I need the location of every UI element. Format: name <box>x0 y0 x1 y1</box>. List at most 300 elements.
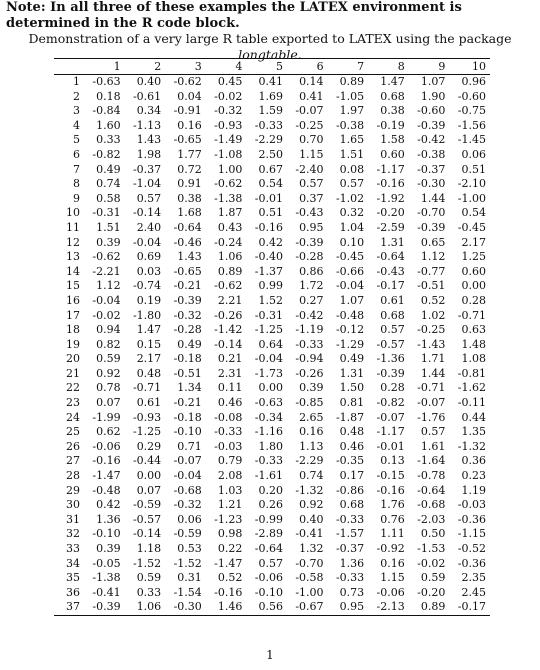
table-cell: 1.65 <box>339 133 365 147</box>
table-cell: -0.06 <box>92 439 121 453</box>
table-cell: 0.07 <box>96 396 121 410</box>
table-cell: -0.78 <box>417 469 446 483</box>
table-cell: 1.44 <box>420 191 446 205</box>
table-cell: -0.45 <box>457 220 486 234</box>
table-cell: 1.06 <box>217 250 243 264</box>
table-row <box>54 206 490 221</box>
table-cell: 1.50 <box>339 381 365 395</box>
table-cell: -0.71 <box>457 308 486 322</box>
table-cell: 0.38 <box>380 104 405 118</box>
table-cell: 2.08 <box>217 469 243 483</box>
table-cell: -0.41 <box>295 527 324 541</box>
table-cell: -0.61 <box>132 89 162 103</box>
table-cell: 0.08 <box>339 162 365 176</box>
column-header: 1 <box>113 60 121 73</box>
table-cell: 0.18 <box>96 89 121 103</box>
table-cell: -0.39 <box>295 235 324 249</box>
table-cell: -0.16 <box>92 454 121 468</box>
table-cell: 1.98 <box>136 147 162 161</box>
table-cell: -0.58 <box>295 571 324 585</box>
table-cell: -0.16 <box>376 483 405 497</box>
table-cell: 0.89 <box>420 600 446 614</box>
table-cell: 0.68 <box>380 89 405 103</box>
table-cell: -0.04 <box>173 469 202 483</box>
table-cell: -2.13 <box>376 600 405 614</box>
table-cell: -2.59 <box>376 220 405 234</box>
table-cell: -0.01 <box>376 439 405 453</box>
table-cell: 1.71 <box>420 352 446 366</box>
table-cell: 0.70 <box>299 133 324 147</box>
table-cell: -0.59 <box>132 498 162 512</box>
table-cell: 0.68 <box>339 498 365 512</box>
table-row <box>54 557 490 572</box>
table-row <box>54 586 490 601</box>
table-cell: -0.85 <box>295 396 324 410</box>
column-header: 5 <box>275 60 283 73</box>
row-number-cell: 14 <box>66 264 80 278</box>
table-cell: 0.46 <box>339 439 365 453</box>
table-cell: 0.46 <box>217 396 243 410</box>
table-cell: 0.49 <box>96 162 121 176</box>
table-cell: -0.18 <box>173 352 202 366</box>
table-row <box>54 221 490 236</box>
row-number-cell: 36 <box>66 585 80 599</box>
table-row <box>54 513 490 528</box>
table-row <box>54 411 490 426</box>
table-cell: -1.47 <box>92 469 121 483</box>
table-row <box>54 498 490 513</box>
table-cell: 0.17 <box>339 469 365 483</box>
table-cell: -1.80 <box>132 308 162 322</box>
table-cell: 0.23 <box>461 469 486 483</box>
table-cell: 1.48 <box>461 337 486 351</box>
table-cell: -0.62 <box>214 177 243 191</box>
table-cell: -2.89 <box>254 527 283 541</box>
table-cell: -0.66 <box>335 264 365 278</box>
table-cell: 1.04 <box>339 220 365 234</box>
table-cell: 1.12 <box>420 250 446 264</box>
table-cell: -0.93 <box>132 410 162 424</box>
table-cell: 0.14 <box>299 75 324 88</box>
table-cell: -0.07 <box>173 454 202 468</box>
table-cell: -2.29 <box>295 454 324 468</box>
row-number-cell: 6 <box>73 147 80 161</box>
table-cell: 1.11 <box>380 527 405 541</box>
table-row <box>54 484 490 499</box>
table-cell: -0.03 <box>214 439 243 453</box>
table-cell: -1.15 <box>457 527 486 541</box>
table-cell: -0.33 <box>254 454 283 468</box>
table-cell: -0.30 <box>173 600 202 614</box>
table-cell: -0.64 <box>417 483 446 497</box>
table-cell: 0.57 <box>380 323 405 337</box>
table-cell: 0.82 <box>96 337 121 351</box>
row-number-cell: 37 <box>66 600 80 614</box>
table-cell: -0.01 <box>254 191 283 205</box>
table-cell: -0.39 <box>173 293 202 307</box>
table-cell: 0.57 <box>299 177 324 191</box>
row-number-cell: 31 <box>66 512 80 526</box>
table-cell: -0.32 <box>173 308 202 322</box>
table-cell: 1.13 <box>299 439 324 453</box>
table-cell: -0.03 <box>457 498 486 512</box>
caption-package: longtable <box>238 47 298 62</box>
table-cell: 2.65 <box>299 410 324 424</box>
table-cell: -0.57 <box>376 337 405 351</box>
table-cell: -0.39 <box>376 366 405 380</box>
table-cell: -0.62 <box>214 279 243 293</box>
table-cell: -1.37 <box>254 264 283 278</box>
column-header: 10 <box>472 60 486 73</box>
row-number-cell: 21 <box>66 366 80 380</box>
table-cell: -0.39 <box>92 600 121 614</box>
table-row <box>54 265 490 280</box>
row-number-cell: 26 <box>66 439 80 453</box>
table-cell: 0.61 <box>380 293 405 307</box>
table-cell: -0.77 <box>417 264 446 278</box>
table-cell: 0.51 <box>461 162 486 176</box>
table-cell: 0.79 <box>217 454 243 468</box>
table-cell: -0.60 <box>417 104 446 118</box>
table-cell: 0.86 <box>299 264 324 278</box>
table-cell: -0.48 <box>335 308 365 322</box>
table-row <box>54 177 490 192</box>
table-cell: 1.61 <box>420 439 446 453</box>
row-number-cell: 33 <box>66 542 80 555</box>
table-row <box>54 236 490 251</box>
table-cell: -1.13 <box>132 118 162 132</box>
table-cell: -1.38 <box>214 191 243 205</box>
table-cell: 0.49 <box>339 352 365 366</box>
table-cell: -1.23 <box>214 512 243 526</box>
table-cell: -1.92 <box>376 191 405 205</box>
table-cell: -1.54 <box>173 585 202 599</box>
table-cell: -0.62 <box>173 75 202 88</box>
table-cell: 2.50 <box>258 147 283 161</box>
table-cell: -0.14 <box>132 206 162 220</box>
table-cell: -1.02 <box>335 191 365 205</box>
table-cell: -0.82 <box>376 396 405 410</box>
table-cell: -1.47 <box>214 556 243 570</box>
table-cell: 1.36 <box>339 556 365 570</box>
table-cell: -1.42 <box>214 323 243 337</box>
table-cell: 0.51 <box>258 206 283 220</box>
table-cell: -0.33 <box>214 425 243 439</box>
table-cell: 1.00 <box>217 162 243 176</box>
table-cell: -1.36 <box>376 352 405 366</box>
table-cell: -1.43 <box>417 337 446 351</box>
table-cell: -2.40 <box>295 162 324 176</box>
table-row <box>54 90 490 105</box>
table-cell: 1.31 <box>380 235 405 249</box>
table-cell: 0.52 <box>217 571 243 585</box>
column-header: 6 <box>316 60 324 73</box>
row-number-cell: 32 <box>66 527 80 541</box>
table-cell: 0.15 <box>136 337 162 351</box>
table-cell: 0.69 <box>136 250 162 264</box>
table-cell: 0.71 <box>177 439 202 453</box>
table-cell: -0.63 <box>92 75 121 88</box>
table-cell: -0.57 <box>132 512 162 526</box>
table-cell: -0.17 <box>457 600 486 614</box>
table-cell: -0.75 <box>457 104 486 118</box>
table-cell: -0.33 <box>254 118 283 132</box>
table-cell: 1.43 <box>177 250 202 264</box>
table-cell: -0.11 <box>457 396 486 410</box>
table-row <box>54 133 490 148</box>
table-cell: -1.53 <box>417 542 446 555</box>
table-row <box>54 571 490 586</box>
table-body <box>54 75 490 616</box>
table-cell: 1.07 <box>339 293 365 307</box>
table-cell: -1.49 <box>214 133 243 147</box>
table-row <box>54 469 490 484</box>
table-cell: 2.45 <box>461 585 486 599</box>
table-cell: -1.29 <box>335 337 365 351</box>
table-cell: -0.36 <box>457 556 486 570</box>
table-cell: 0.99 <box>258 279 283 293</box>
table-cell: -2.21 <box>92 264 121 278</box>
table-cell: 1.72 <box>299 279 324 293</box>
caption-suffix: . <box>297 47 302 62</box>
table-cell: -0.39 <box>417 118 446 132</box>
table-cell: -0.32 <box>214 104 243 118</box>
column-header: 2 <box>154 60 162 73</box>
table-cell: -0.33 <box>295 337 324 351</box>
table-cell: 0.63 <box>461 323 486 337</box>
caption-prefix: Demonstration of a very large R table exported to LATEX using the package <box>28 31 512 46</box>
table-row <box>54 104 490 119</box>
table-cell: -0.99 <box>254 512 283 526</box>
table-cell: 0.06 <box>461 147 486 161</box>
table-row <box>54 309 490 324</box>
table-row <box>54 192 490 207</box>
table-cell: -1.99 <box>92 410 121 424</box>
table-cell: 0.92 <box>299 498 324 512</box>
row-number-cell: 4 <box>73 118 80 132</box>
table-cell: -1.38 <box>92 571 121 585</box>
table-cell: 0.91 <box>177 177 202 191</box>
table-row <box>54 119 490 134</box>
table-cell: -0.67 <box>295 600 324 614</box>
page-number: 1 <box>266 648 274 662</box>
table-cell: 0.57 <box>420 425 446 439</box>
table-row <box>54 425 490 440</box>
table-cell: 2.31 <box>217 366 243 380</box>
table-cell: -0.60 <box>457 89 486 103</box>
table-cell: 0.32 <box>339 206 365 220</box>
table-cell: 0.00 <box>258 381 283 395</box>
table-cell: -0.63 <box>254 396 283 410</box>
table-cell: 0.94 <box>96 323 121 337</box>
table-cell: 1.21 <box>217 498 243 512</box>
table-cell: 1.59 <box>258 104 283 118</box>
table-cell: -0.93 <box>214 118 243 132</box>
table-cell: 0.74 <box>299 469 324 483</box>
table-cell: 0.73 <box>339 585 365 599</box>
table-cell: -0.68 <box>417 498 446 512</box>
row-number-cell: 28 <box>66 469 80 483</box>
table-cell: 0.96 <box>461 75 486 88</box>
table-cell: 0.11 <box>217 381 243 395</box>
row-number-cell: 35 <box>66 571 80 585</box>
table-cell: -0.25 <box>295 118 324 132</box>
table-cell: -0.33 <box>335 571 365 585</box>
table-cell: 0.72 <box>177 162 202 176</box>
column-header: 9 <box>438 60 446 73</box>
table-cell: -0.51 <box>173 366 202 380</box>
table-cell: 1.51 <box>339 147 365 161</box>
table-cell: 1.69 <box>258 89 283 103</box>
table-cell: 0.07 <box>136 483 162 497</box>
table-row <box>54 542 490 557</box>
note-paragraph: Note: In all three of these examples the LATEX environment is determined in the R code block. <box>6 0 462 31</box>
table-cell: -0.08 <box>214 410 243 424</box>
table-cell: -0.42 <box>417 133 446 147</box>
table-cell: 1.19 <box>461 483 486 497</box>
table-cell: -0.71 <box>417 381 446 395</box>
table-cell: -0.70 <box>417 206 446 220</box>
table-cell: 0.44 <box>461 410 486 424</box>
table-cell: 1.18 <box>136 542 162 555</box>
table-row <box>54 250 490 265</box>
table-cell: 0.78 <box>96 381 121 395</box>
table-cell: 1.43 <box>136 133 162 147</box>
table-cell: 1.08 <box>461 352 486 366</box>
table-cell: -0.16 <box>376 177 405 191</box>
table-cell: 1.76 <box>380 498 405 512</box>
table-cell: -2.29 <box>254 133 283 147</box>
table-row <box>54 148 490 163</box>
row-number-cell: 19 <box>66 337 80 351</box>
table-cell: 0.60 <box>380 147 405 161</box>
table-cell: -1.52 <box>173 556 202 570</box>
row-number-cell: 5 <box>73 133 80 147</box>
table-cell: 0.59 <box>420 571 446 585</box>
table-cell: -0.37 <box>417 162 446 176</box>
table-cell: -0.20 <box>417 585 446 599</box>
table-cell: 1.60 <box>96 118 121 132</box>
table-cell: 0.03 <box>136 264 162 278</box>
row-number-cell: 23 <box>66 396 80 410</box>
table-cell: -0.02 <box>92 308 121 322</box>
table-cell: 0.89 <box>217 264 243 278</box>
table-cell: 0.61 <box>136 396 162 410</box>
table-cell: 0.16 <box>177 118 202 132</box>
table-cell: 0.26 <box>258 498 283 512</box>
table-cell: -0.05 <box>92 556 121 570</box>
table-cell: -0.12 <box>335 323 365 337</box>
row-number-cell: 2 <box>73 89 80 103</box>
table-cell: 0.43 <box>217 220 243 234</box>
row-number-cell: 25 <box>66 425 80 439</box>
row-number-cell: 3 <box>73 104 80 118</box>
table-cell: -1.00 <box>457 191 486 205</box>
table-cell: 1.77 <box>177 147 202 161</box>
row-number-cell: 27 <box>66 454 80 468</box>
table-cell: -0.24 <box>214 235 243 249</box>
row-number-cell: 17 <box>66 308 80 322</box>
table-cell: 0.41 <box>299 89 324 103</box>
row-number-cell: 11 <box>66 220 80 234</box>
table-cell: -0.59 <box>173 527 202 541</box>
table-cell: 0.50 <box>420 527 446 541</box>
table-cell: -0.28 <box>295 250 324 264</box>
table-cell: -0.31 <box>92 206 121 220</box>
table-cell: -0.26 <box>295 366 324 380</box>
row-number-cell: 29 <box>66 483 80 497</box>
table-cell: 0.76 <box>380 512 405 526</box>
table-cell: -0.06 <box>376 585 405 599</box>
table-cell: -0.46 <box>173 235 202 249</box>
row-number-cell: 15 <box>66 279 80 293</box>
column-header-rowname <box>54 59 84 75</box>
table-cell: 0.39 <box>96 235 121 249</box>
table-cell: 0.49 <box>177 337 202 351</box>
table-cell: 0.39 <box>299 381 324 395</box>
table-cell: 0.39 <box>96 542 121 555</box>
table-cell: -0.62 <box>92 250 121 264</box>
table-row <box>54 323 490 338</box>
table-cell: -1.05 <box>335 89 365 103</box>
table-cell: 0.33 <box>96 133 121 147</box>
table-cell: -0.74 <box>132 279 162 293</box>
table-cell: 0.65 <box>420 235 446 249</box>
row-number-cell: 1 <box>73 75 80 88</box>
table-cell: 1.80 <box>258 439 283 453</box>
table-cell: -0.82 <box>92 147 121 161</box>
table-cell: -0.31 <box>254 308 283 322</box>
table-cell: 1.47 <box>136 323 162 337</box>
row-number-cell: 9 <box>73 191 80 205</box>
table-cell: 0.04 <box>177 89 202 103</box>
table-cell: -0.37 <box>335 542 365 555</box>
table-cell: 1.97 <box>339 104 365 118</box>
table-cell: -0.38 <box>417 147 446 161</box>
table-cell: -0.21 <box>173 279 202 293</box>
table-cell: 0.45 <box>217 75 243 88</box>
table-cell: -0.34 <box>254 410 283 424</box>
table-cell: -1.00 <box>295 585 324 599</box>
table-cell: -0.07 <box>295 104 324 118</box>
table-cell: -1.16 <box>254 425 283 439</box>
table-cell: -2.03 <box>417 512 446 526</box>
table-row <box>54 600 490 615</box>
table-cell: 0.40 <box>136 75 162 88</box>
column-header: 8 <box>397 60 405 73</box>
table-cell: -0.07 <box>417 396 446 410</box>
table-cell: 2.21 <box>217 293 243 307</box>
table-cell: 1.90 <box>420 89 446 103</box>
table-cell: 0.68 <box>380 308 405 322</box>
row-number-cell: 8 <box>73 177 80 191</box>
table-cell: -1.57 <box>335 527 365 541</box>
table-row <box>54 527 490 542</box>
table-cell: -0.10 <box>92 527 121 541</box>
table-cell: 0.57 <box>339 177 365 191</box>
table-cell: -0.94 <box>295 352 324 366</box>
table-cell: -1.32 <box>457 439 486 453</box>
row-number-cell: 22 <box>66 381 80 395</box>
table-cell: 0.60 <box>461 264 486 278</box>
row-number-cell: 30 <box>66 498 80 512</box>
table-cell: -0.19 <box>376 118 405 132</box>
table-cell: -0.42 <box>295 308 324 322</box>
table-cell: -1.32 <box>295 483 324 497</box>
table-cell: 0.59 <box>136 571 162 585</box>
table-cell: 1.36 <box>96 512 121 526</box>
table-cell: 1.68 <box>177 206 202 220</box>
